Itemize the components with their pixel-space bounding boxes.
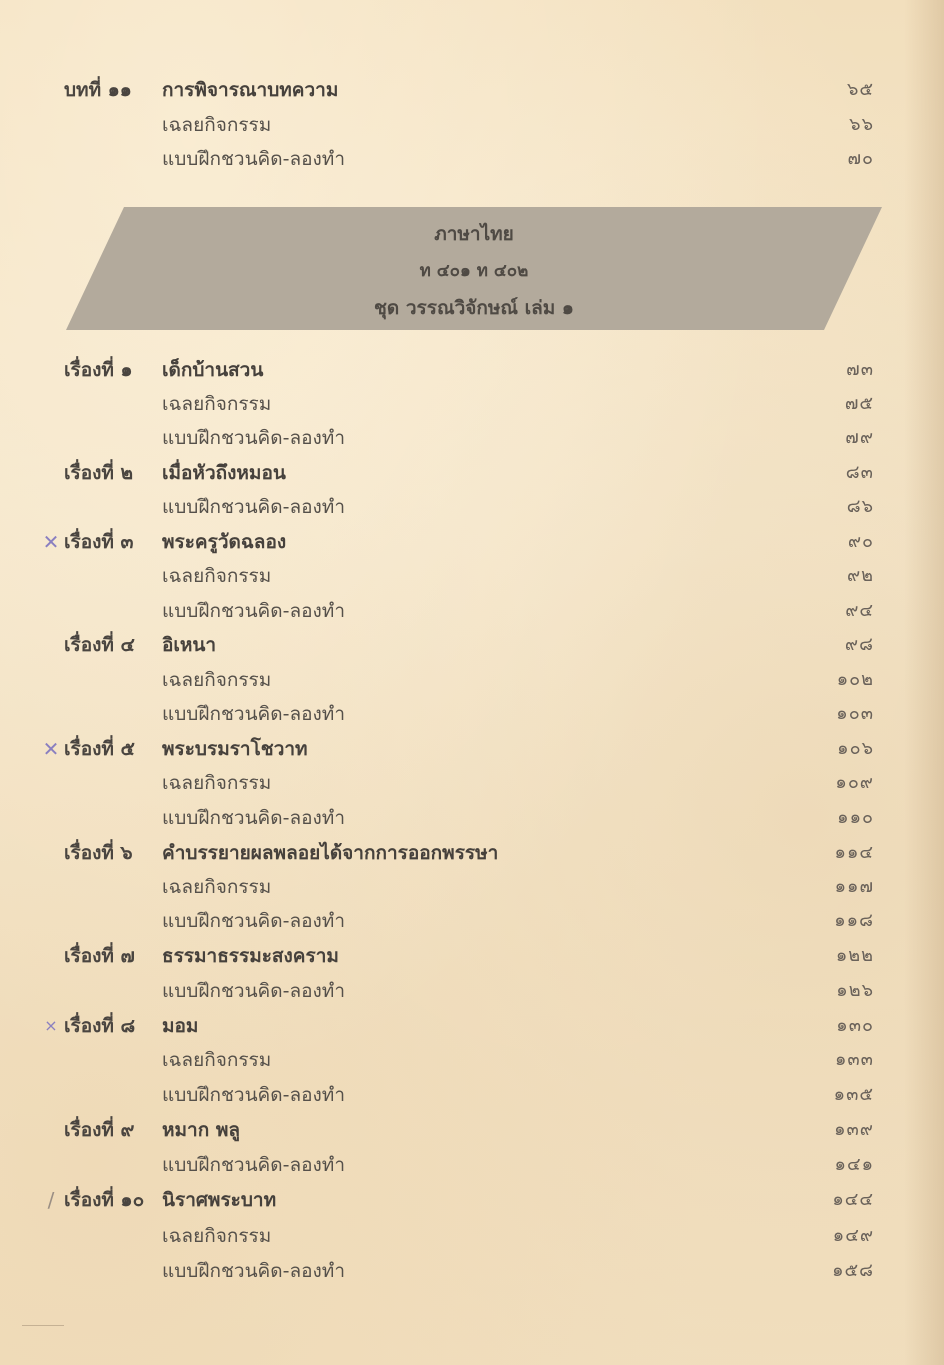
page-number: ๗๐ [847,148,874,169]
story-label: เรื่องที่ ๗ [64,945,135,967]
toc-subitem-row [0,594,944,628]
story-label: เรื่องที่ ๑๐ [64,1189,145,1211]
toc-story-row [0,628,944,662]
page-number: ๑๐๙ [835,772,874,793]
page-number: ๑๕๘ [832,1260,874,1281]
toc-story-row [0,456,944,490]
toc-subitem-row [0,1148,944,1182]
story-title: มอม [162,1015,199,1037]
handwritten-x-mark-icon: × [44,1016,58,1035]
page-number: ๑๔๔ [832,1189,874,1210]
toc-subitem-row [0,904,944,938]
toc-subitem-row [0,108,944,142]
page-number: ๑๓๐ [836,1015,874,1036]
story-title: พระบรมราโชวาท [162,738,308,760]
toc-subitem-row [0,490,944,524]
page-number: ๑๑๗ [834,876,874,897]
story-title: เมื่อหัวถึงหมอน [162,462,286,484]
subitem-title: แบบฝึกชวนคิด-ลองทำ [162,703,345,725]
toc-story-row [0,1113,944,1147]
page-number: ๖๖ [849,114,874,135]
page-number: ๙๐ [847,531,874,552]
story-title: เด็กบ้านสวน [162,359,264,381]
toc-subitem-row [0,663,944,697]
banner-subject: ภาษาไทย [434,223,514,245]
story-label: เรื่องที่ ๖ [64,842,133,864]
story-label: เรื่องที่ ๘ [64,1015,136,1037]
subitem-title: แบบฝึกชวนคิด-ลองทำ [162,148,345,170]
story-label: เรื่องที่ ๙ [64,1119,135,1141]
story-title: นิราศพระบาท [162,1189,277,1211]
toc-story-row [0,1183,944,1217]
toc-subitem-row [0,766,944,800]
chapter-title: การพิจารณาบทความ [162,79,339,101]
story-label: เรื่องที่ ๑ [64,359,133,381]
toc-chapter-row [0,73,944,107]
page-number: ๘๖ [846,496,874,517]
story-title: ธรรมาธรรมะสงคราม [162,945,339,967]
story-title: หมาก พลู [162,1119,241,1141]
handwritten-x-mark-icon: ✕ [42,530,60,554]
subitem-title: เฉลยกิจกรรม [162,565,272,587]
subitem-title: เฉลยกิจกรรม [162,876,272,898]
story-label: เรื่องที่ ๕ [64,738,135,760]
story-title: อิเหนา [162,634,217,656]
toc-story-row [0,525,944,559]
subitem-title: เฉลยกิจกรรม [162,1049,272,1071]
toc-subitem-row [0,1219,944,1253]
subitem-title: เฉลยกิจกรรม [162,1225,272,1247]
page-number: ๑๐๒ [836,669,874,690]
page-number: ๗๕ [844,393,874,414]
subitem-title: เฉลยกิจกรรม [162,669,272,691]
chapter-label: บทที่ ๑๑ [64,79,132,101]
page-number: ๙๒ [846,565,874,586]
page-number: ๑๔๑ [834,1154,874,1175]
page-number: ๗๙ [845,427,874,448]
page-number: ๑๔๙ [832,1225,874,1246]
toc-story-row [0,732,944,766]
handwritten-slash-mark-icon: / [47,1188,55,1212]
page-number: ๖๕ [846,79,874,100]
toc-subitem-row [0,421,944,455]
story-label: เรื่องที่ ๒ [64,462,134,484]
subitem-title: แบบฝึกชวนคิด-ลองทำ [162,1260,345,1282]
toc-subitem-row [0,870,944,904]
subitem-title: แบบฝึกชวนคิด-ลองทำ [162,496,345,518]
toc-subitem-row [0,697,944,731]
subitem-title: เฉลยกิจกรรม [162,393,272,415]
page-number: ๗๓ [846,359,874,380]
toc-story-row [0,1009,944,1043]
story-title: คำบรรยายผลพลอยได้จากการออกพรรษา [162,842,499,864]
page-number: ๑๑๐ [837,807,874,828]
handwritten-x-mark-icon: ✕ [42,737,60,761]
toc-subitem-row [0,974,944,1008]
toc-story-row [0,939,944,973]
toc-subitem-row [0,1043,944,1077]
page-number: ๑๐๖ [837,738,874,759]
toc-story-row [0,836,944,870]
page-number: ๑๒๖ [836,980,874,1001]
subitem-title: เฉลยกิจกรรม [162,114,272,136]
subitem-title: เฉลยกิจกรรม [162,772,272,794]
subitem-title: แบบฝึกชวนคิด-ลองทำ [162,1084,345,1106]
subitem-title: แบบฝึกชวนคิด-ลองทำ [162,600,345,622]
section-banner [66,207,882,330]
page-number: ๘๓ [845,462,874,483]
page-number: ๙๔ [845,600,874,621]
page-number: ๑๑๘ [834,910,874,931]
page-number: ๙๘ [844,634,874,655]
page-number: ๑๓๙ [834,1119,874,1140]
toc-subitem-row [0,387,944,421]
page-number: ๑๑๔ [834,842,874,863]
page-number: ๑๒๒ [835,945,874,966]
subitem-title: แบบฝึกชวนคิด-ลองทำ [162,1154,345,1176]
page-number: ๑๐๓ [836,703,874,724]
toc-subitem-row [0,1254,944,1288]
page-number: ๑๓๓ [834,1049,874,1070]
paper-scratch-mark [22,1325,64,1326]
subitem-title: แบบฝึกชวนคิด-ลองทำ [162,807,345,829]
toc-story-row [0,353,944,387]
subitem-title: แบบฝึกชวนคิด-ลองทำ [162,910,345,932]
story-label: เรื่องที่ ๓ [64,531,134,553]
toc-subitem-row [0,142,944,176]
banner-series-title: ชุด วรรณวิจักษณ์ เล่ม ๑ [374,297,574,319]
page-number: ๑๓๕ [833,1084,874,1105]
banner-course-codes: ท ๔๐๑ ท ๔๐๒ [419,261,529,281]
toc-subitem-row [0,559,944,593]
story-label: เรื่องที่ ๔ [64,634,135,656]
subitem-title: แบบฝึกชวนคิด-ลองทำ [162,427,345,449]
toc-subitem-row [0,801,944,835]
subitem-title: แบบฝึกชวนคิด-ลองทำ [162,980,345,1002]
story-title: พระครูวัดฉลอง [162,531,287,553]
toc-subitem-row [0,1078,944,1112]
